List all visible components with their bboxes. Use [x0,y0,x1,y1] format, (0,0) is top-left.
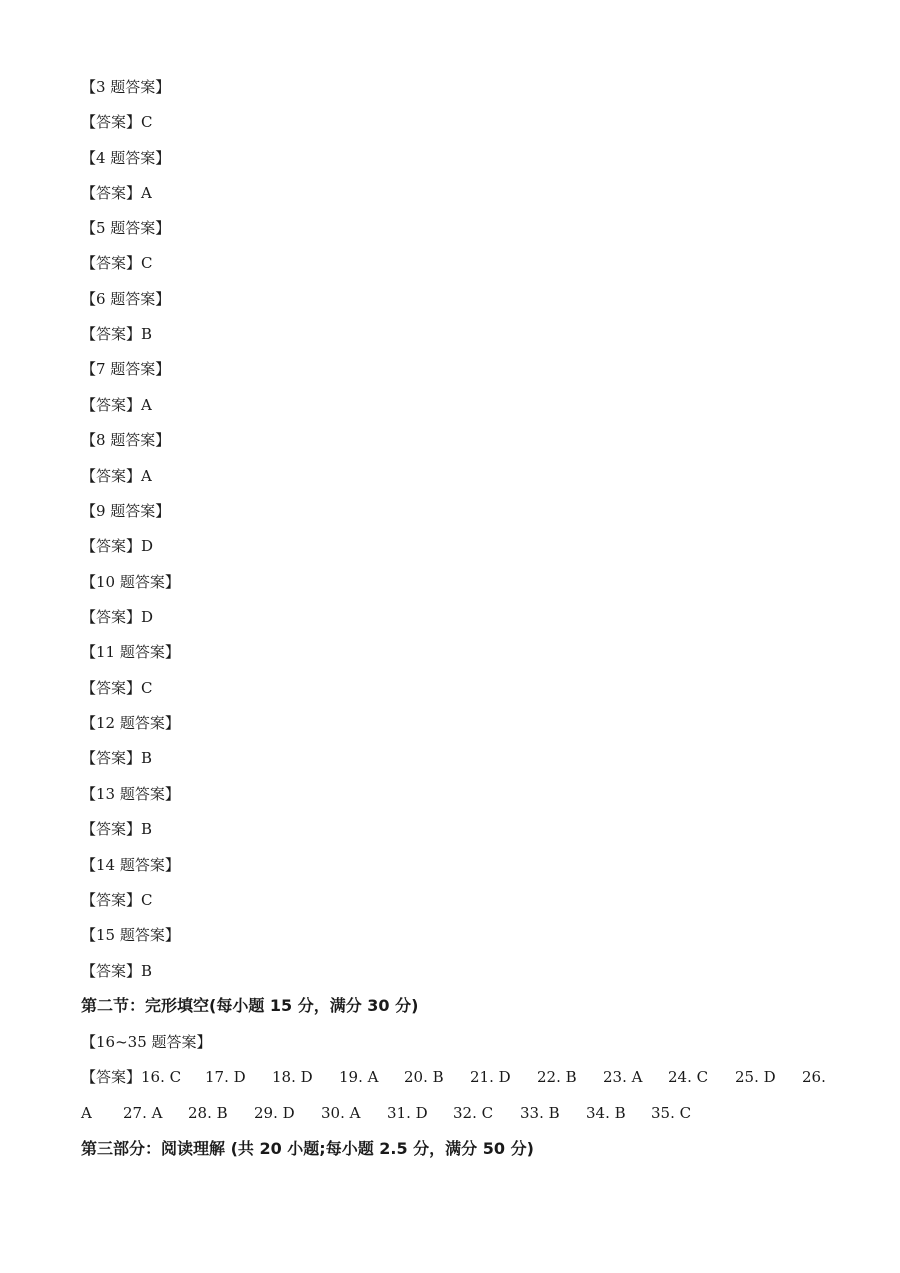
answer-28: 28. B [188,1104,228,1122]
question-label-14: 【14 题答案】 [81,856,180,874]
answer-24: 24. C [668,1068,709,1086]
answer-20: 20. B [404,1068,444,1086]
answer-29: 29. D [254,1104,295,1122]
answer-21: 21. D [470,1068,511,1086]
question-label-13: 【13 题答案】 [81,785,180,803]
answer-26-letter: A [81,1104,92,1122]
answer-31: 31. D [387,1104,428,1122]
answer-30: 30. A [321,1104,361,1122]
answer-23: 23. A [603,1068,643,1086]
answer-13: 【答案】B [81,820,153,838]
question-label-15: 【15 题答案】 [81,926,180,944]
answer-15: 【答案】B [81,962,153,980]
answer-22: 22. B [537,1068,577,1086]
answer-10: 【答案】D [81,608,154,626]
question-label-3: 【3 题答案】 [81,78,171,96]
answer-35: 35. C [651,1104,692,1122]
answer-6: 【答案】B [81,325,153,343]
answer-3: 【答案】C [81,113,153,131]
answer-8: 【答案】A [81,467,152,485]
question-label-7: 【7 题答案】 [81,360,171,378]
answer-14: 【答案】C [81,891,153,909]
question-label-9: 【9 题答案】 [81,502,171,520]
answer-33: 33. B [520,1104,560,1122]
answer-34: 34. B [586,1104,626,1122]
section-heading-cloze: 第二节：完形填空(每小题 15 分，满分 30 分) [81,996,419,1015]
answer-4: 【答案】A [81,184,152,202]
answer-5: 【答案】C [81,254,153,272]
question-label-10: 【10 题答案】 [81,573,180,591]
answer-25: 25. D [735,1068,776,1086]
answer-18: 18. D [272,1068,313,1086]
answer-9: 【答案】D [81,537,154,555]
answer-17: 17. D [205,1068,246,1086]
question-label-11: 【11 题答案】 [81,643,180,661]
question-label-4: 【4 题答案】 [81,149,171,167]
answer-26-number: 26. [802,1068,826,1086]
question-label-16-35: 【16~35 题答案】 [81,1033,212,1051]
answer-12: 【答案】B [81,749,153,767]
section-heading-reading: 第三部分：阅读理解 (共 20 小题;每小题 2.5 分，满分 50 分) [81,1139,534,1158]
question-label-5: 【5 题答案】 [81,219,171,237]
answer-32: 32. C [453,1104,494,1122]
answer-27: 27. A [123,1104,163,1122]
question-label-12: 【12 题答案】 [81,714,180,732]
answer-16: 【答案】16. C [81,1068,182,1086]
answer-19: 19. A [339,1068,379,1086]
answer-7: 【答案】A [81,396,152,414]
question-label-6: 【6 题答案】 [81,290,171,308]
question-label-8: 【8 题答案】 [81,431,171,449]
answer-11: 【答案】C [81,679,153,697]
